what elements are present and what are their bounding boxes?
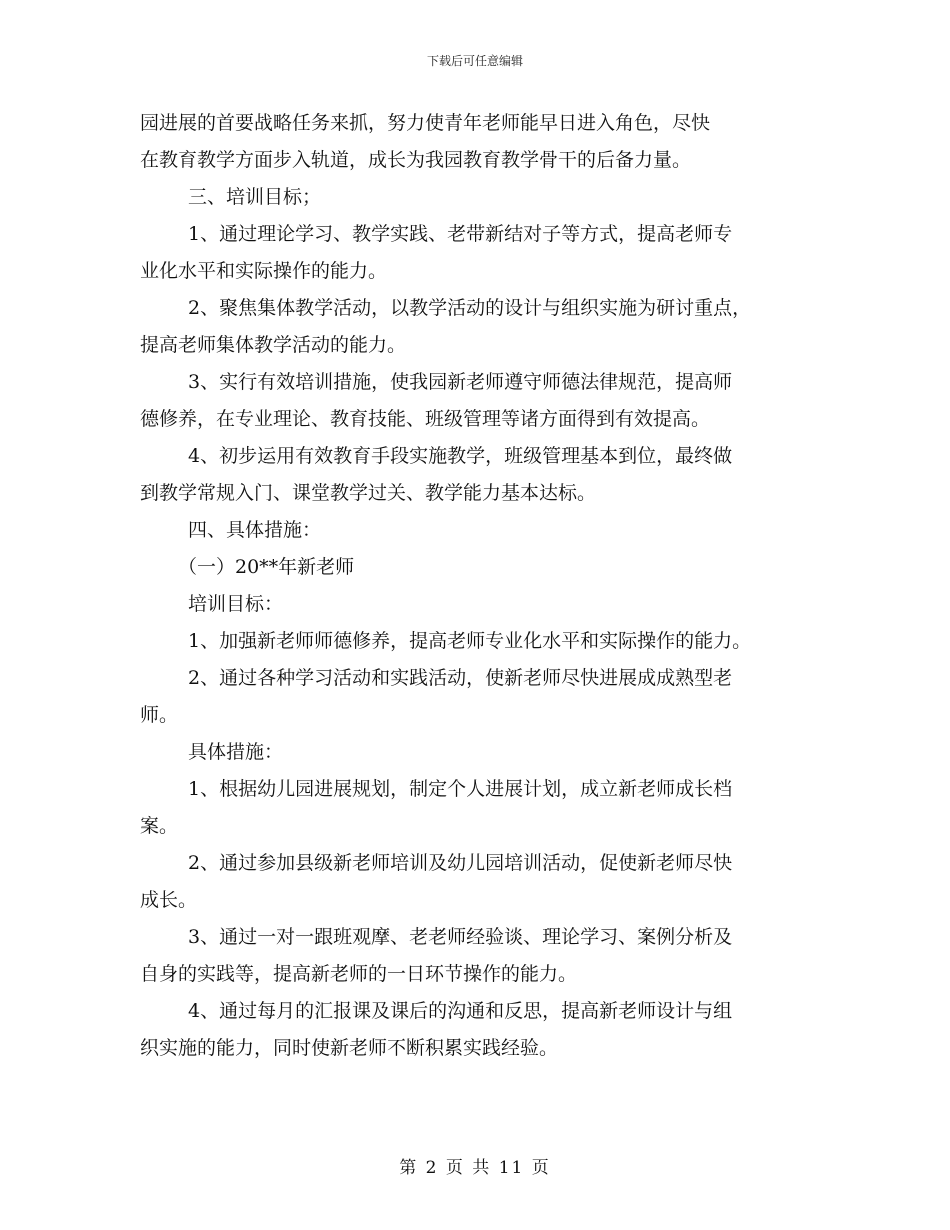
text-line: 1、根据幼儿园进展规划，制定个人进展计划，成立新老师成长档: [188, 778, 733, 800]
text-line: 提高老师集体教学活动的能力。: [140, 334, 407, 356]
text-line: 织实施的能力，同时使新老师不断积累实践经验。: [140, 1037, 559, 1059]
text-line: 3、实行有效培训措施，使我园新老师遵守师德法律规范，提高师: [188, 371, 733, 393]
text-line: 3、通过一对一跟班观摩、老老师经验谈、理论学习、案例分析及: [188, 926, 733, 948]
text-line: 具体措施：: [188, 741, 284, 763]
document-body: [140, 105, 820, 1067]
text-line: 师。: [140, 704, 179, 726]
text-line: 到教学常规入门、课堂教学过关、教学能力基本达标。: [140, 482, 597, 504]
text-line: 4、初步运用有效教育手段实施教学，班级管理基本到位，最终做: [188, 445, 733, 467]
text-line: 三、培训目标；: [188, 186, 322, 208]
text-line: 1、通过理论学习、教学实践、老带新结对子等方式，提高老师专: [188, 223, 733, 245]
text-line: 德修养，在专业理论、教育技能、班级管理等诸方面得到有效提高。: [140, 408, 711, 430]
text-line: 在教育教学方面步入轨道，成长为我园教育教学骨干的后备力量。: [140, 149, 692, 171]
text-line: 园进展的首要战略任务来抓，努力使青年老师能早日进入角色，尽快: [140, 112, 711, 134]
text-line: 自身的实践等，提高新老师的一日环节操作的能力。: [140, 963, 578, 985]
text-line: 2、聚焦集体教学活动，以教学活动的设计与组织实施为研讨重点，: [188, 297, 752, 319]
text-line: （一）20**年新老师: [178, 556, 355, 578]
text-line: 四、具体措施：: [188, 519, 322, 541]
page-footer: 第 2 页 共 11 页: [399, 1158, 551, 1178]
text-line: 业化水平和实际操作的能力。: [140, 260, 388, 282]
page-header: 下载后可任意编辑: [426, 54, 523, 68]
text-line: 成长。: [140, 889, 198, 911]
text-line: 4、通过每月的汇报课及课后的沟通和反思，提高新老师设计与组: [188, 1000, 733, 1022]
text-line: 案。: [140, 815, 179, 837]
text-line: 2、通过参加县级新老师培训及幼儿园培训活动，促使新老师尽快: [188, 852, 733, 874]
text-line: 2、通过各种学习活动和实践活动，使新老师尽快进展成成熟型老: [188, 667, 733, 689]
text-line: 培训目标：: [188, 593, 284, 615]
text-line: 1、加强新老师师德修养，提高老师专业化水平和实际操作的能力。: [188, 630, 752, 652]
